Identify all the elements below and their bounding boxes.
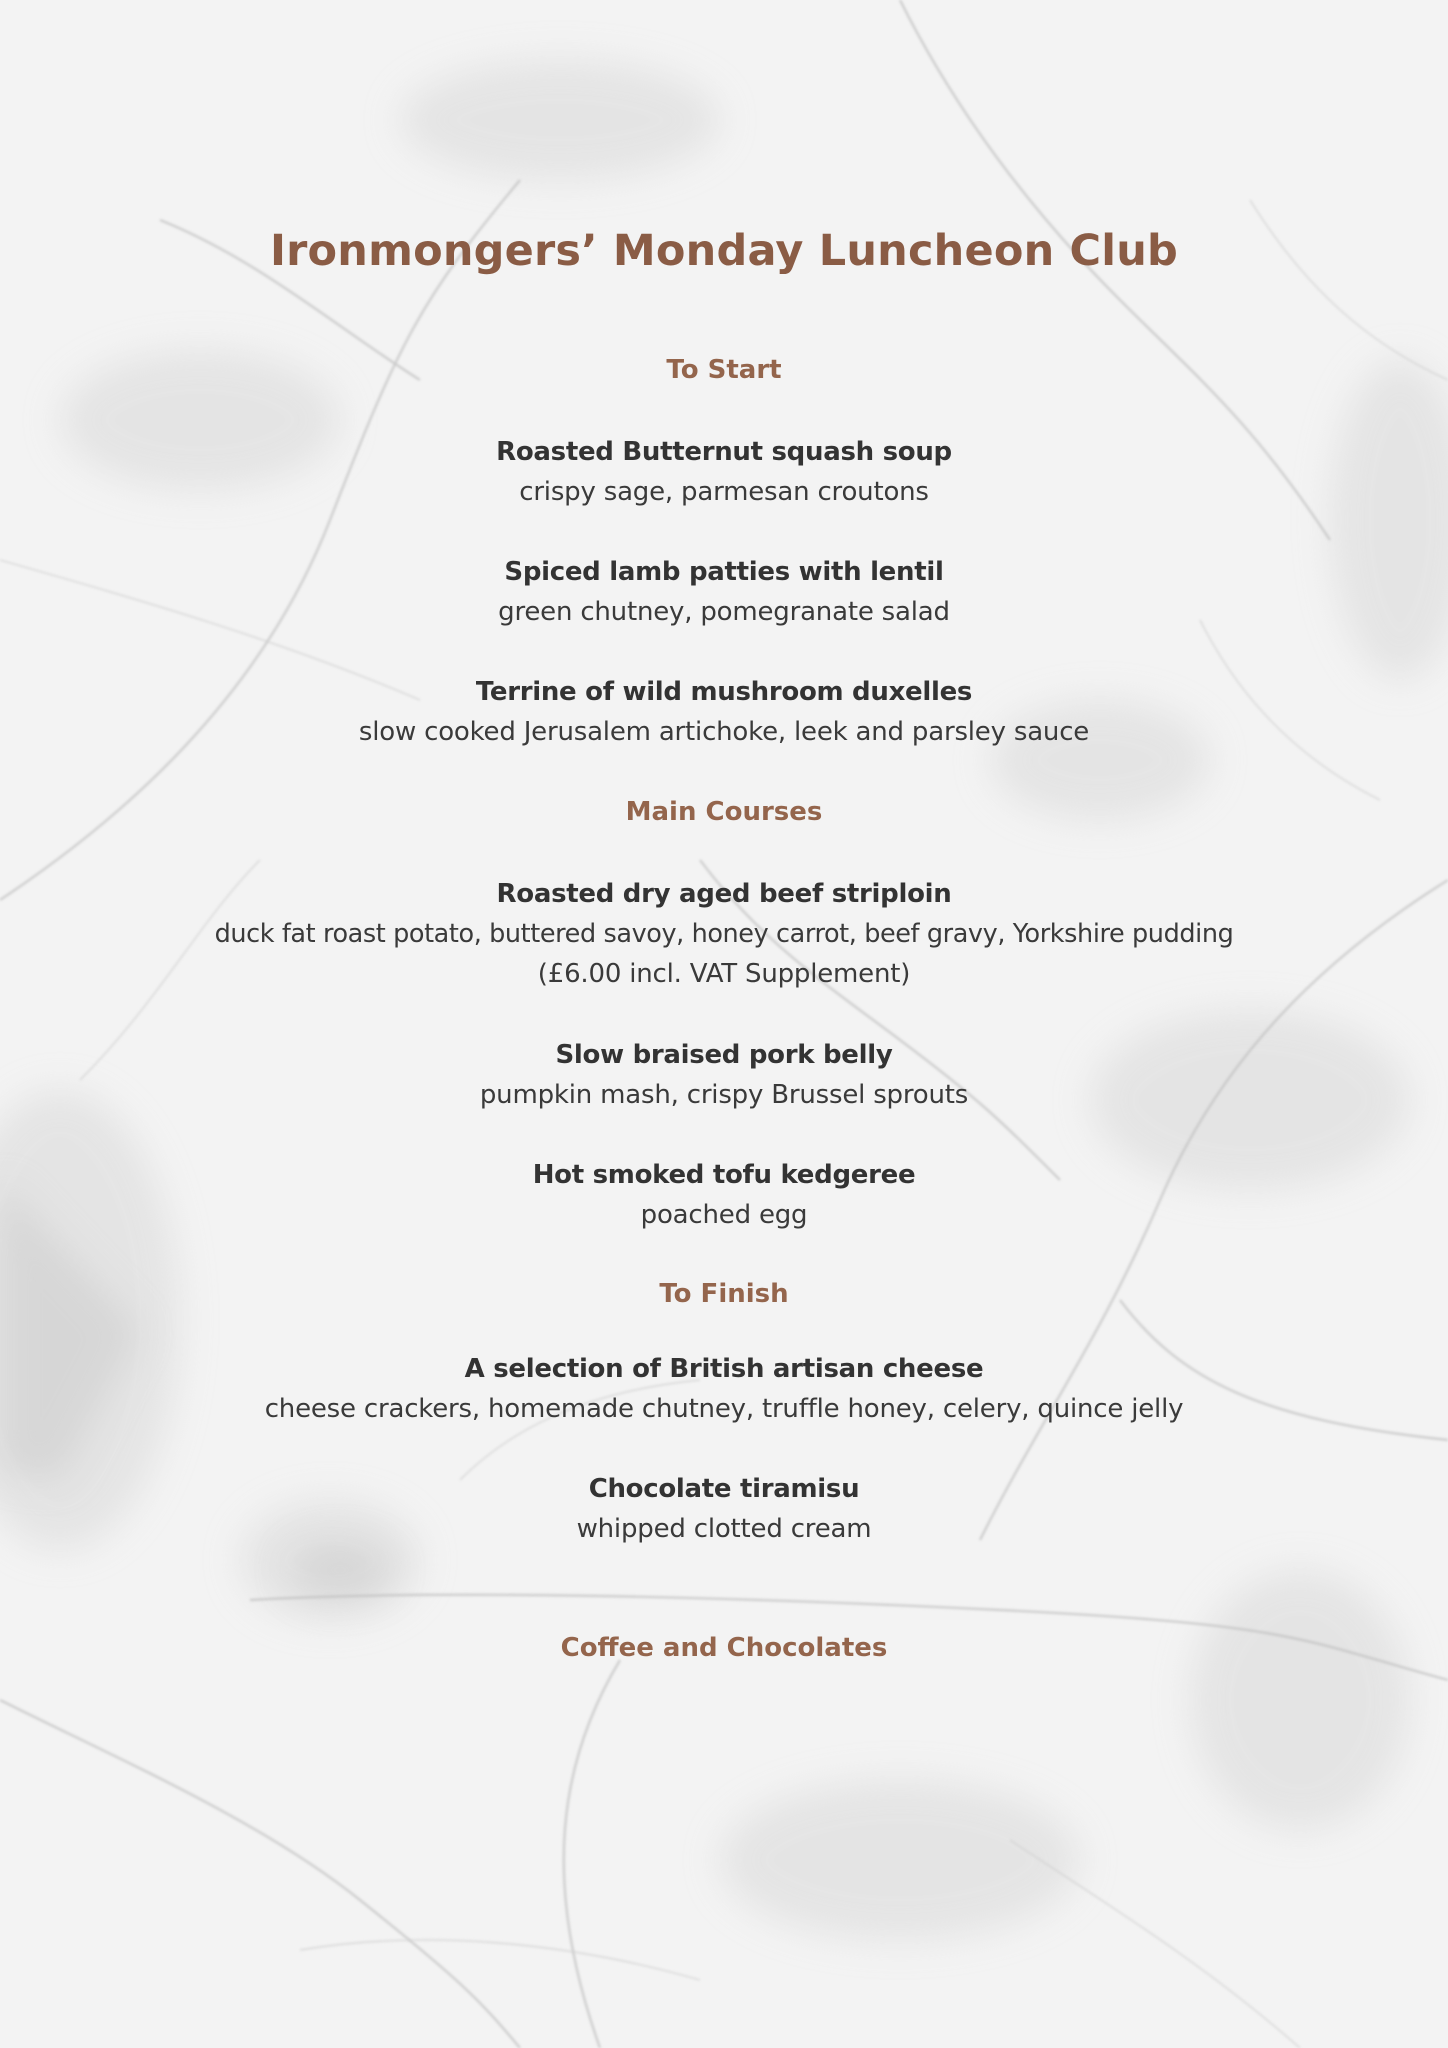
- dish-spiced-lamb-patties: [0, 552, 1448, 632]
- dish-supplement-note: (£6.00 incl. VAT Supplement): [537, 959, 911, 989]
- dish-description: poached egg: [640, 1200, 808, 1230]
- dish-pork-belly: [0, 1035, 1448, 1115]
- dish-name: Terrine of wild mushroom duxelles: [475, 677, 973, 707]
- section-heading-coffee-and-chocolates: Coffee and Chocolates: [560, 1633, 888, 1663]
- dish-name: A selection of British artisan cheese: [464, 1354, 984, 1384]
- dish-description: crispy sage, parmesan croutons: [519, 477, 929, 507]
- menu-title: Ironmongers’ Monday Luncheon Club: [269, 226, 1179, 276]
- section-heading-to-start: To Start: [666, 355, 782, 385]
- dish-name: Slow braised pork belly: [555, 1040, 893, 1070]
- dish-description: whipped clotted cream: [576, 1514, 872, 1544]
- dish-description: pumpkin mash, crispy Brussel sprouts: [479, 1080, 969, 1110]
- dish-chocolate-tiramisu: [0, 1469, 1448, 1549]
- dish-name: Roasted Butternut squash soup: [496, 437, 952, 467]
- dish-name: Roasted dry aged beef striploin: [496, 879, 952, 909]
- dish-tofu-kedgeree: [0, 1155, 1448, 1235]
- dish-description: green chutney, pomegranate salad: [498, 597, 950, 627]
- dish-name: Hot smoked tofu kedgeree: [532, 1160, 916, 1190]
- dish-name: Chocolate tiramisu: [588, 1474, 860, 1504]
- dish-description: slow cooked Jerusalem artichoke, leek and parsley sauce: [358, 717, 1090, 747]
- dish-beef-striploin: [0, 874, 1448, 994]
- dish-terrine-wild-mushroom: [0, 672, 1448, 752]
- dish-name: Spiced lamb patties with lentil: [504, 557, 944, 587]
- dish-british-artisan-cheese: [0, 1349, 1448, 1429]
- section-heading-to-finish: To Finish: [659, 1279, 789, 1309]
- dish-description: duck fat roast potato, buttered savoy, honey carrot, beef gravy, Yorkshire pudding: [214, 919, 1234, 949]
- dish-butternut-squash-soup: [0, 432, 1448, 512]
- dish-description: cheese crackers, homemade chutney, truffle honey, celery, quince jelly: [264, 1394, 1184, 1424]
- section-heading-main-courses: Main Courses: [625, 797, 823, 827]
